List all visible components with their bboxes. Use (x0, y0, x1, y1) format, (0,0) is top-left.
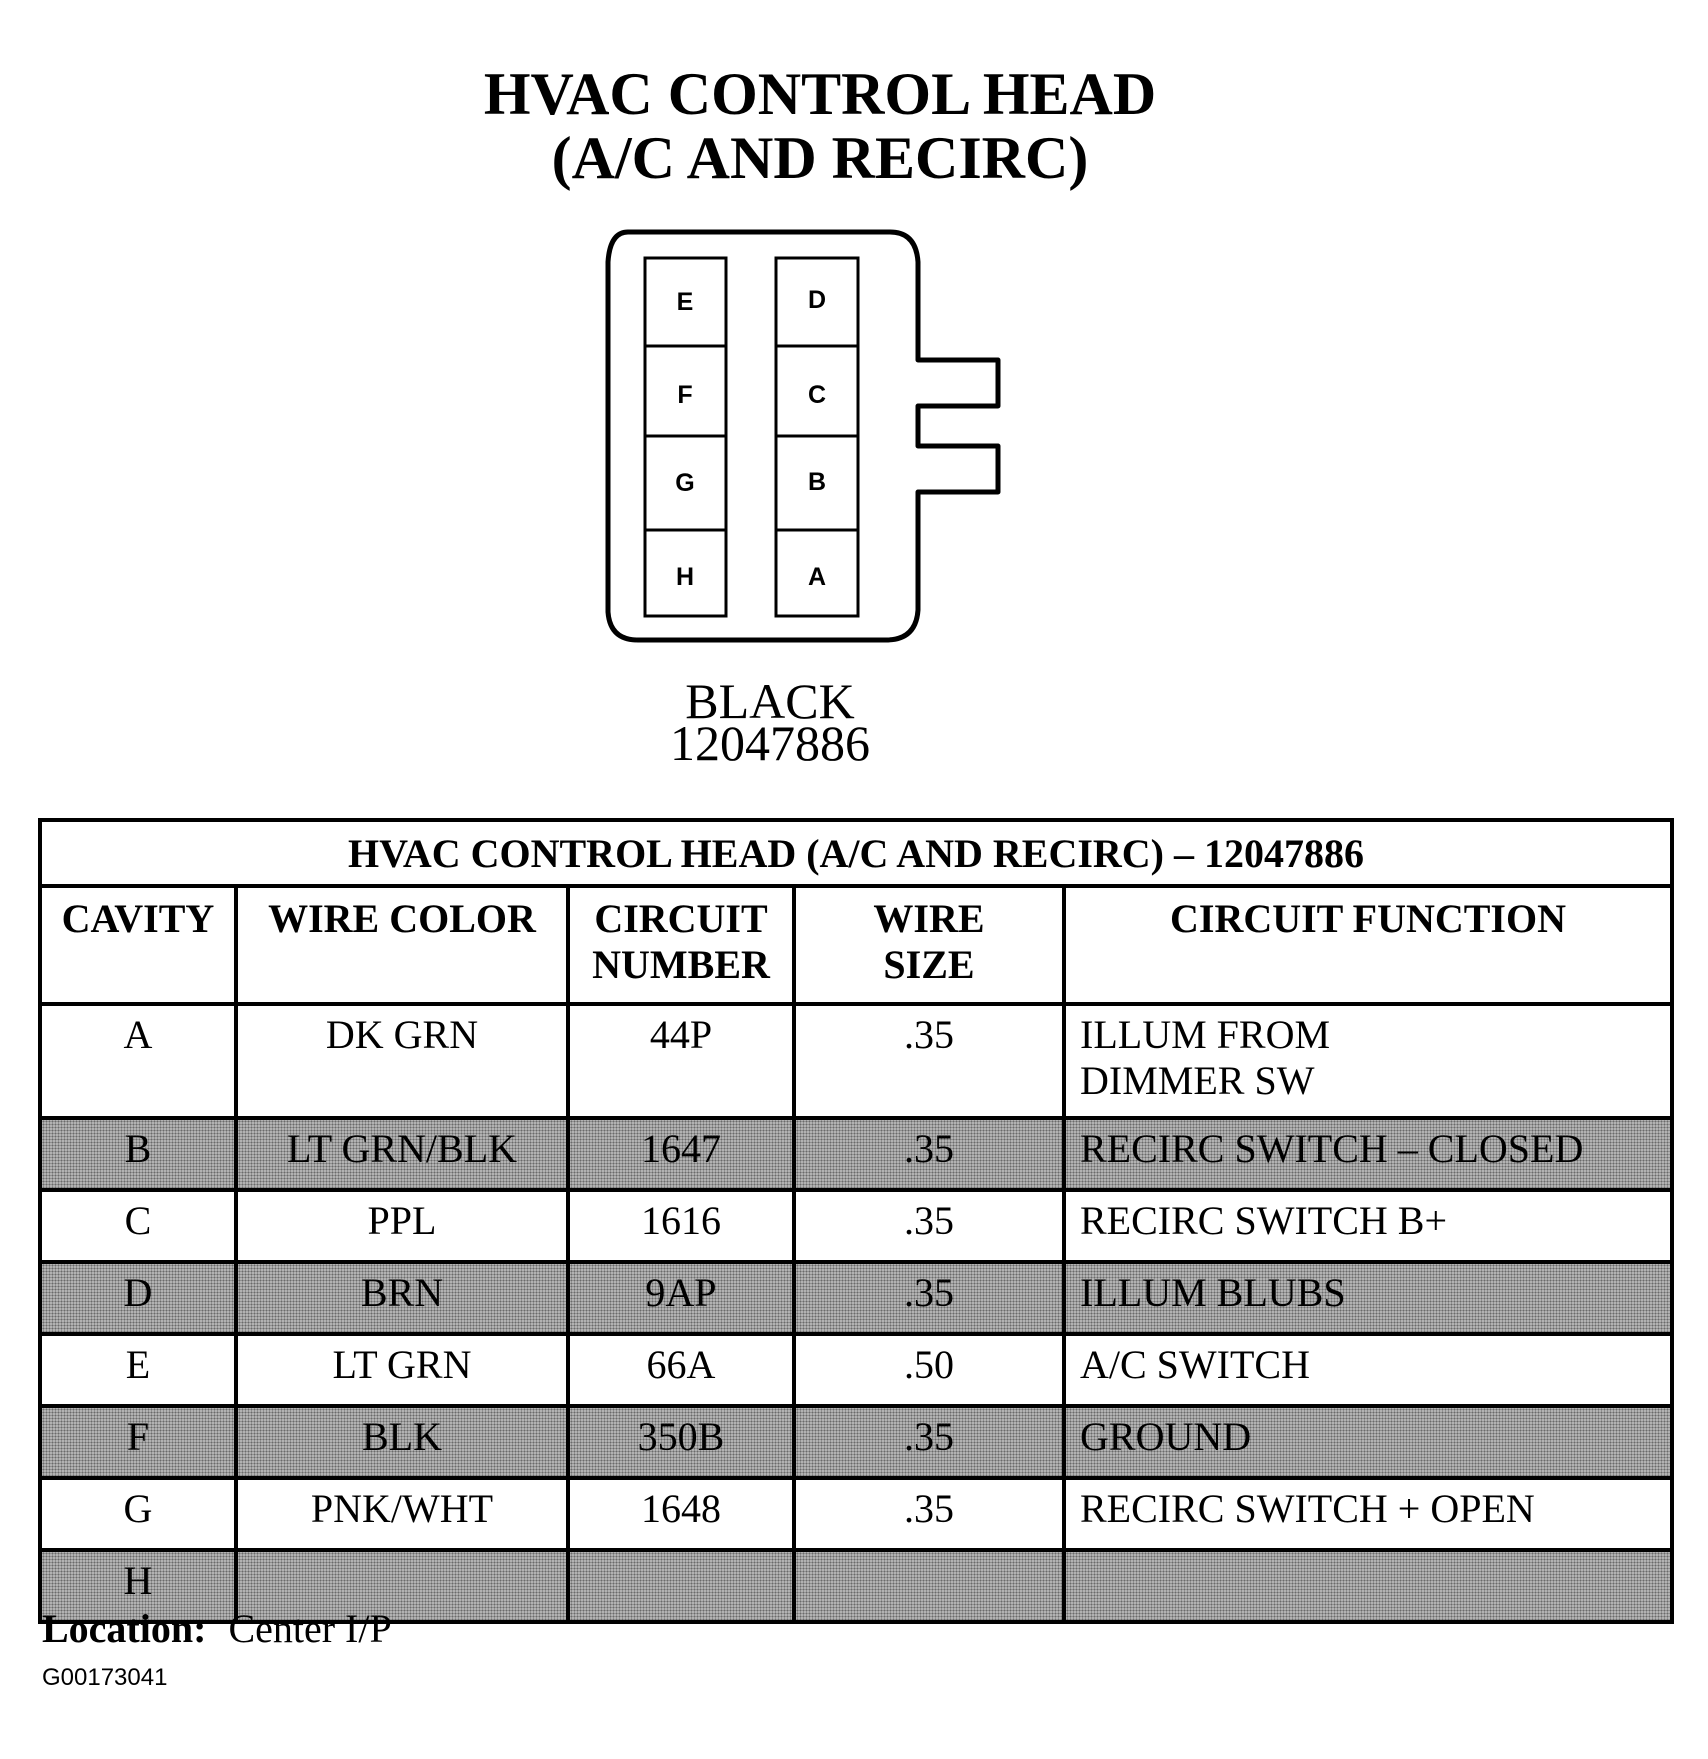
cell-wire-size: .35 (794, 1478, 1064, 1550)
cell-cavity: H (40, 1550, 236, 1622)
header-cavity: CAVITY (40, 886, 236, 1004)
cell-cavity: A (40, 1004, 236, 1118)
cell-circuit-function-line2: DIMMER SW (1080, 1058, 1315, 1103)
cell-wire-color: LT GRN (236, 1334, 568, 1406)
cell-wire-size: .35 (794, 1004, 1064, 1118)
cavity-label-e: E (676, 288, 694, 316)
location-note (42, 1606, 392, 1652)
connector-color: BLACK (685, 673, 855, 729)
header-circuit-number (568, 886, 794, 1004)
cell-cavity: D (40, 1262, 236, 1334)
connector-caption (560, 673, 980, 771)
cell-circuit-function (1064, 1550, 1672, 1622)
cell-wire-color: LT GRN/BLK (236, 1118, 568, 1190)
table-row (40, 1478, 1672, 1550)
title-line-2: (A/C AND RECIRC) (551, 125, 1089, 191)
cell-wire-color: DK GRN (236, 1004, 568, 1118)
cell-circuit-number: 1647 (568, 1118, 794, 1190)
cell-wire-color: BRN (236, 1262, 568, 1334)
cell-circuit-number: 66A (568, 1334, 794, 1406)
connector-part-number: 12047886 (670, 715, 870, 771)
cell-circuit-number: 350B (568, 1406, 794, 1478)
table-row (40, 1118, 1672, 1190)
header-circuit-number-line1: CIRCUIT (594, 896, 768, 941)
header-wire-size (794, 886, 1064, 1004)
cell-circuit-function: RECIRC SWITCH B+ (1064, 1190, 1672, 1262)
cell-wire-color: BLK (236, 1406, 568, 1478)
cell-circuit-number (568, 1550, 794, 1622)
cell-wire-size: .35 (794, 1406, 1064, 1478)
table-header-row (40, 886, 1672, 1004)
cell-circuit-number: 44P (568, 1004, 794, 1118)
connector-face-diagram (0, 0, 1708, 780)
cell-wire-color: PPL (236, 1190, 568, 1262)
cell-cavity: G (40, 1478, 236, 1550)
cell-circuit-function-line1: ILLUM FROM (1080, 1012, 1331, 1057)
cell-circuit-function: RECIRC SWITCH + OPEN (1064, 1478, 1672, 1550)
header-circuit-number-line2: NUMBER (592, 942, 770, 987)
cell-circuit-number: 1616 (568, 1190, 794, 1262)
location-label: Location: (42, 1606, 207, 1651)
cell-wire-color: PNK/WHT (236, 1478, 568, 1550)
table-title: HVAC CONTROL HEAD (A/C AND RECIRC) – 12047886 (40, 820, 1672, 886)
cell-wire-size: .35 (794, 1190, 1064, 1262)
table-row (40, 1406, 1672, 1478)
table-row (40, 1334, 1672, 1406)
cavity-label-c: C (807, 381, 827, 409)
cell-wire-size: .35 (794, 1262, 1064, 1334)
cell-wire-size: .35 (794, 1118, 1064, 1190)
cavity-label-h: H (675, 563, 695, 591)
cell-circuit-function (1064, 1004, 1672, 1118)
table-row (40, 1190, 1672, 1262)
header-wire-color: WIRE COLOR (236, 886, 568, 1004)
cell-wire-size: .50 (794, 1334, 1064, 1406)
cell-cavity: E (40, 1334, 236, 1406)
cell-circuit-function: ILLUM BLUBS (1064, 1262, 1672, 1334)
cavity-label-d: D (807, 286, 827, 314)
cell-cavity: C (40, 1190, 236, 1262)
header-circuit-function: CIRCUIT FUNCTION (1064, 886, 1672, 1004)
cell-cavity: F (40, 1406, 236, 1478)
table-row (40, 1262, 1672, 1334)
cavity-label-f: F (677, 381, 693, 409)
cell-cavity: B (40, 1118, 236, 1190)
cell-circuit-function: GROUND (1064, 1406, 1672, 1478)
location-value: Center I/P (228, 1606, 392, 1651)
cell-circuit-number: 9AP (568, 1262, 794, 1334)
cavity-label-b: B (807, 468, 827, 496)
cell-circuit-function: RECIRC SWITCH – CLOSED (1064, 1118, 1672, 1190)
header-wire-size-line1: WIRE (873, 896, 985, 941)
cell-circuit-function: A/C SWITCH (1064, 1334, 1672, 1406)
table-row (40, 1004, 1672, 1118)
cell-wire-size (794, 1550, 1064, 1622)
header-wire-size-line2: SIZE (883, 942, 975, 987)
table-title-row (40, 820, 1672, 886)
cell-circuit-number: 1648 (568, 1478, 794, 1550)
cavity-label-g: G (675, 469, 695, 497)
cavity-label-a: A (807, 563, 827, 591)
figure-id: G00173041 (42, 1664, 168, 1691)
pinout-table (38, 818, 1674, 1624)
title-line-1: HVAC CONTROL HEAD (483, 61, 1157, 127)
